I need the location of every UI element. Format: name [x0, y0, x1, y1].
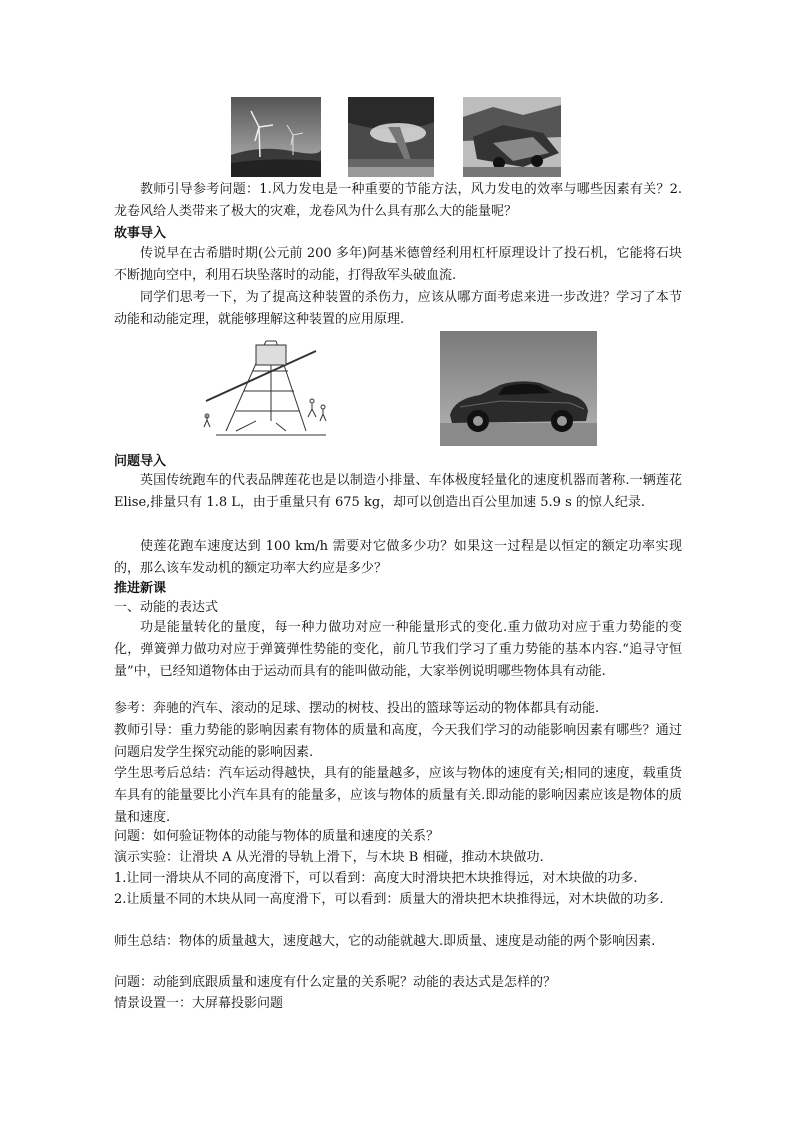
heading-story-intro: 故事导入 [114, 226, 167, 241]
demo-step-2-paragraph: 2.让质量不同的木块从同一高度滑下，可以看到：质量大的滑块把木块推得远，对木块做的功多. [114, 892, 664, 907]
tornado-damage-photo [463, 97, 561, 177]
demo-experiment-paragraph: 演示实验：让滑块 A 从光滑的导轨上滑下，与木块 B 相碰，推动木块做功. [114, 850, 544, 865]
teacher-student-summary-paragraph: 师生总结：物体的质量越大，速度越大，它的动能就越大.即质量、速度是动能的两个影响因素. [114, 934, 656, 949]
story-paragraph-2: 同学们思考一下，为了提高这种装置的杀伤力，应该从哪方面考虑来进一步改进？学习了本节动能和动能定理，就能够理解这种装置的应用原理. [114, 290, 682, 327]
heading-new-lesson: 推进新课 [114, 581, 167, 596]
sports-car-photo [440, 331, 597, 446]
demo-step-1-paragraph: 1.让同一滑块从不同的高度滑下，可以看到：高度大时滑块把木块推得远，对木块做的功多. [114, 871, 638, 886]
catapult-illustration [196, 331, 340, 444]
teacher-questions-paragraph: 教师引导参考问题：1.风力发电是一种重要的节能方法，风力发电的效率与哪些因素有关？2.龙卷风给人类带来了极大的灾难，龙卷风为什么具有那么大的能量呢？ [114, 182, 682, 219]
wind-turbines-photo [231, 97, 321, 177]
reference-paragraph: 参考：奔驰的汽车、滚动的足球、摆动的树枝、投出的篮球等运动的物体都具有动能. [114, 701, 600, 716]
question-1-paragraph: 问题：如何验证物体的动能与物体的质量和速度的关系？ [114, 829, 440, 844]
question-2-paragraph: 问题：动能到底跟质量和速度有什么定量的关系呢？动能的表达式是怎样的？ [114, 975, 557, 990]
heading-question-intro: 问题导入 [114, 454, 167, 469]
student-summary-paragraph: 学生思考后总结：汽车运动得越快，具有的能量越多，应该与物体的速度有关;相同的速度，载重货车具有的能量要比小汽车具有的能量多，应该与物体的质量有关.即动能的影响因素应该是物体的质量和速度. [114, 766, 682, 825]
scenario-1-paragraph: 情景设置一：大屏幕投影问题 [114, 996, 284, 1011]
tornado-photo [348, 97, 434, 177]
story-paragraph-1: 传说早在古希腊时期(公元前 200 多年)阿基米德曾经利用杠杆原理设计了投石机，它能将石块不断抛向空中，利用石块坠落时的动能，打得敌军头破血流. [114, 246, 682, 283]
work-energy-paragraph: 功是能量转化的量度，每一种力做功对应一种能量形式的变化.重力做功对应于重力势能的变化，弹簧弹力做功对应于弹簧弹性势能的变化，前几节我们学习了重力势能的基本内容.“追寻守恒量”中，已经知道物体由于运动而具有的能叫做动能，大家举例说明哪些物体具有动能. [114, 620, 682, 679]
question-paragraph-1: 英国传统跑车的代表品牌莲花也是以制造小排量、车体极度轻量化的速度机器而著称.一辆莲花 Elise,排量只有 1.8 L，由于重量只有 675 kg，却可以创造出百公里加速 5.9 s 的惊人纪录. [114, 473, 682, 510]
section-kinetic-energy-expression: 一、动能的表达式 [114, 600, 219, 615]
teacher-guide-paragraph: 教师引导：重力势能的影响因素有物体的质量和高度，今天我们学习的动能影响因素有哪些？通过问题启发学生探究动能的影响因素. [114, 723, 682, 760]
question-paragraph-2: 使莲花跑车速度达到 100 km/h 需要对它做多少功？如果这一过程是以恒定的额定功率实现的，那么该车发动机的额定功率大约应是多少？ [114, 539, 682, 576]
